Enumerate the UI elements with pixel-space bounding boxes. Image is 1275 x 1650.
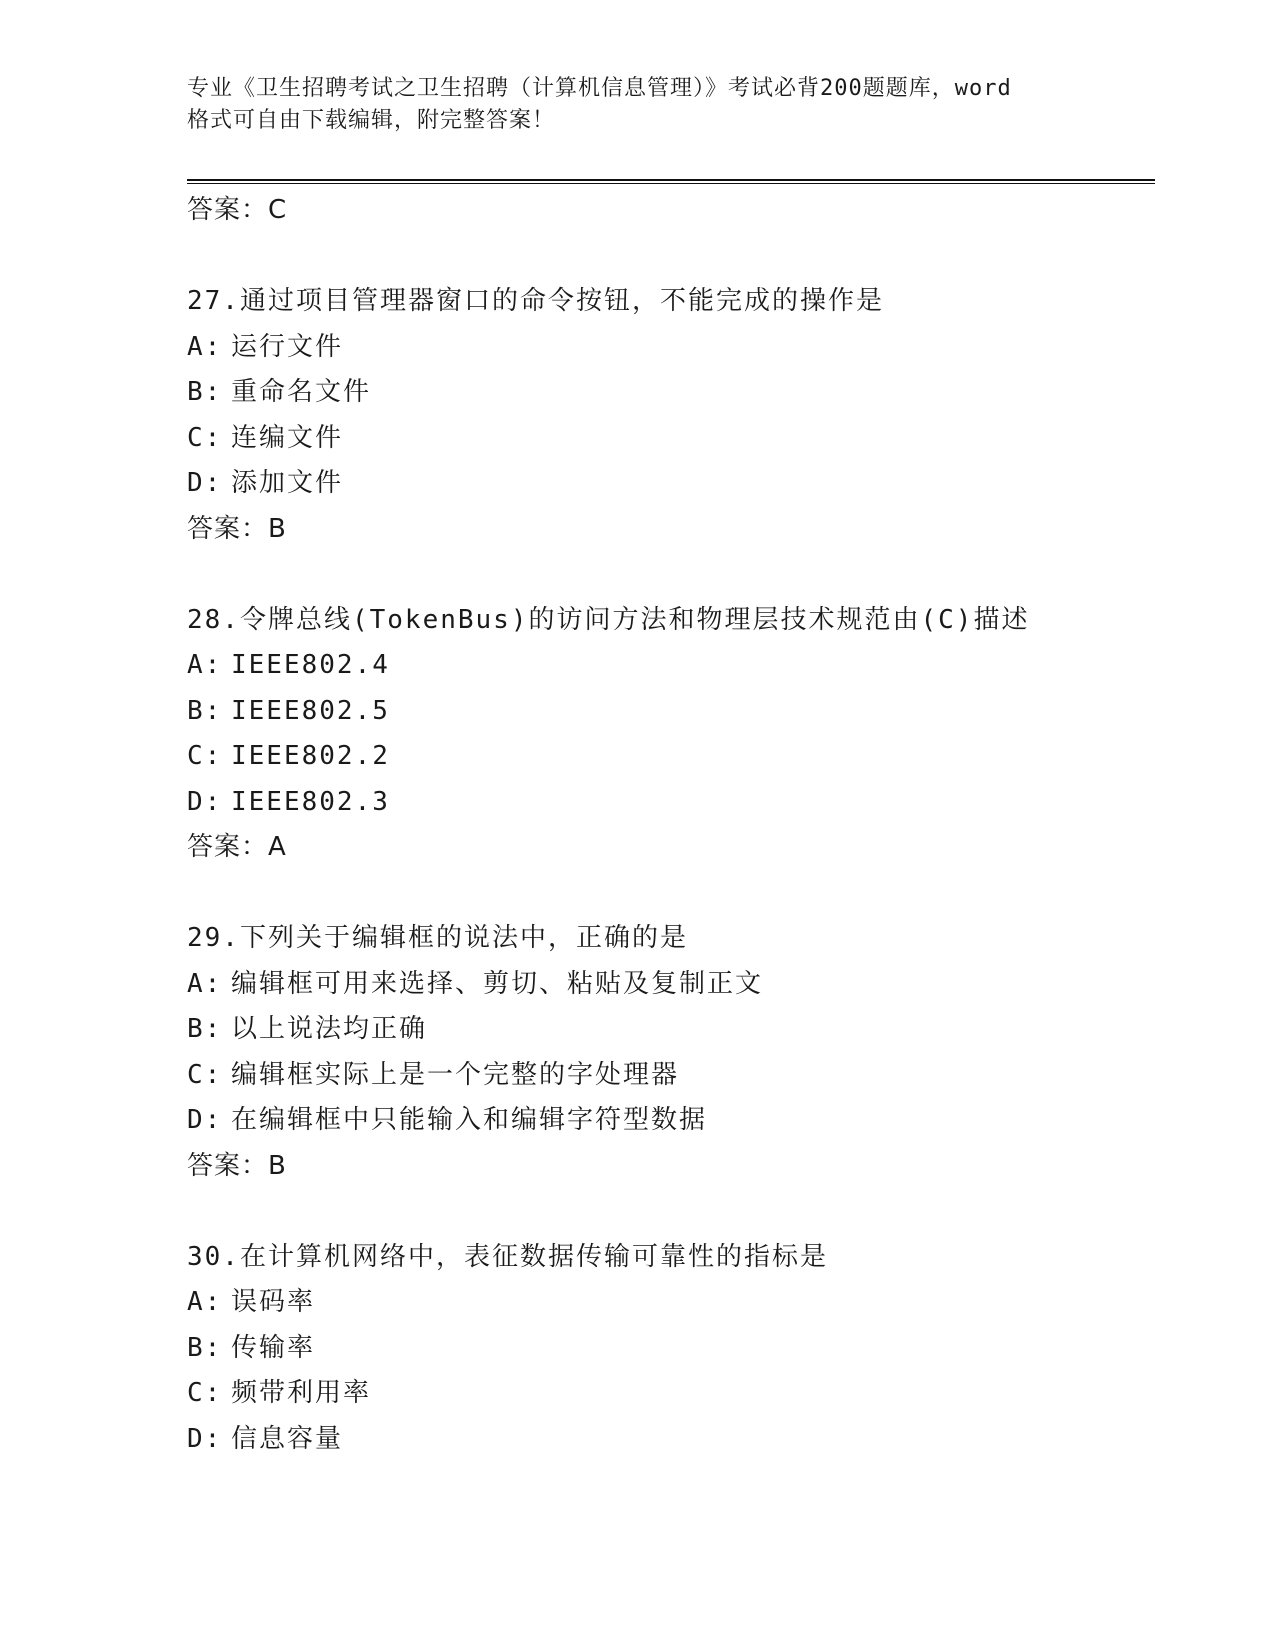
option-text: IEEE802.3	[231, 786, 390, 817]
question-spacer	[187, 552, 1155, 598]
question-spacer	[187, 233, 1155, 279]
option-text: 信息容量	[231, 1423, 344, 1454]
question-block	[187, 1235, 1155, 1463]
question-block	[187, 916, 1155, 1189]
option-text: 重命名文件	[231, 377, 372, 407]
answer-option	[187, 962, 1155, 1008]
option-text: 在编辑框中只能输入和编辑字符型数据	[231, 1105, 708, 1135]
option-key: B:	[187, 695, 223, 726]
answer-option	[187, 1098, 1155, 1144]
question-spacer	[187, 870, 1155, 916]
answer-option	[187, 1007, 1155, 1053]
option-key: D:	[187, 468, 223, 498]
option-key: B:	[187, 1014, 223, 1044]
option-key: C:	[187, 1378, 223, 1408]
question-list	[187, 188, 1155, 1462]
answer-option	[187, 461, 1155, 507]
answer-option	[187, 1280, 1155, 1326]
header-line-1: 专业《卫生招聘考试之卫生招聘（计算机信息管理）》考试必背200题题库，word	[187, 76, 1012, 101]
option-text: 误码率	[231, 1287, 316, 1317]
option-text: IEEE802.2	[231, 741, 390, 771]
option-key: C:	[187, 1059, 223, 1090]
answer-option	[187, 1053, 1155, 1099]
answer-option	[187, 1417, 1155, 1463]
answer-option	[187, 1326, 1155, 1372]
answer-option	[187, 370, 1155, 416]
option-key: A:	[187, 650, 223, 680]
option-text: 以上说法均正确	[231, 1014, 428, 1044]
option-text: 连编文件	[231, 422, 344, 453]
option-text: 运行文件	[231, 331, 344, 362]
header-divider-thick	[187, 179, 1155, 181]
option-key: D:	[187, 1423, 223, 1454]
answer-option	[187, 734, 1155, 780]
option-text: IEEE802.5	[231, 695, 390, 726]
answer-option	[187, 325, 1155, 371]
option-key: C:	[187, 741, 223, 771]
question-spacer	[187, 1189, 1155, 1235]
answer-line: 答案：B	[187, 1150, 287, 1181]
option-key: C:	[187, 422, 223, 453]
option-key: A:	[187, 331, 223, 362]
answer-line: 答案：C	[187, 195, 288, 225]
answer-option	[187, 643, 1155, 689]
document-header	[187, 73, 1117, 137]
answer-option	[187, 1371, 1155, 1417]
answer-line: 答案：A	[187, 832, 287, 862]
option-key: D:	[187, 786, 223, 817]
answer-line: 答案：B	[187, 513, 287, 544]
header-divider-thin	[187, 183, 1155, 184]
option-text: 编辑框实际上是一个完整的字处理器	[231, 1059, 680, 1090]
answer-option	[187, 689, 1155, 735]
question-block	[187, 279, 1155, 552]
option-text: 添加文件	[231, 468, 344, 498]
option-key: D:	[187, 1105, 223, 1135]
option-text: IEEE802.4	[231, 650, 390, 680]
option-key: B:	[187, 1332, 223, 1363]
question-block	[187, 598, 1155, 871]
option-key: A:	[187, 968, 223, 999]
option-text: 编辑框可用来选择、剪切、粘贴及复制正文	[231, 968, 764, 999]
option-text: 传输率	[231, 1332, 316, 1363]
question-title: 27.通过项目管理器窗口的命令按钮，不能完成的操作是	[187, 286, 884, 316]
option-key: B:	[187, 377, 223, 407]
question-title: 29.下列关于编辑框的说法中，正确的是	[187, 923, 688, 953]
question-title: 30.在计算机网络中，表征数据传输可靠性的指标是	[187, 1241, 828, 1272]
option-key: A:	[187, 1287, 223, 1317]
question-title: 28.令牌总线(TokenBus)的访问方法和物理层技术规范由(C)描述	[187, 604, 1030, 635]
header-line-2: 格式可自由下载编辑，附完整答案！	[187, 108, 556, 133]
answer-option	[187, 780, 1155, 826]
answer-option	[187, 416, 1155, 462]
option-text: 频带利用率	[231, 1378, 372, 1408]
